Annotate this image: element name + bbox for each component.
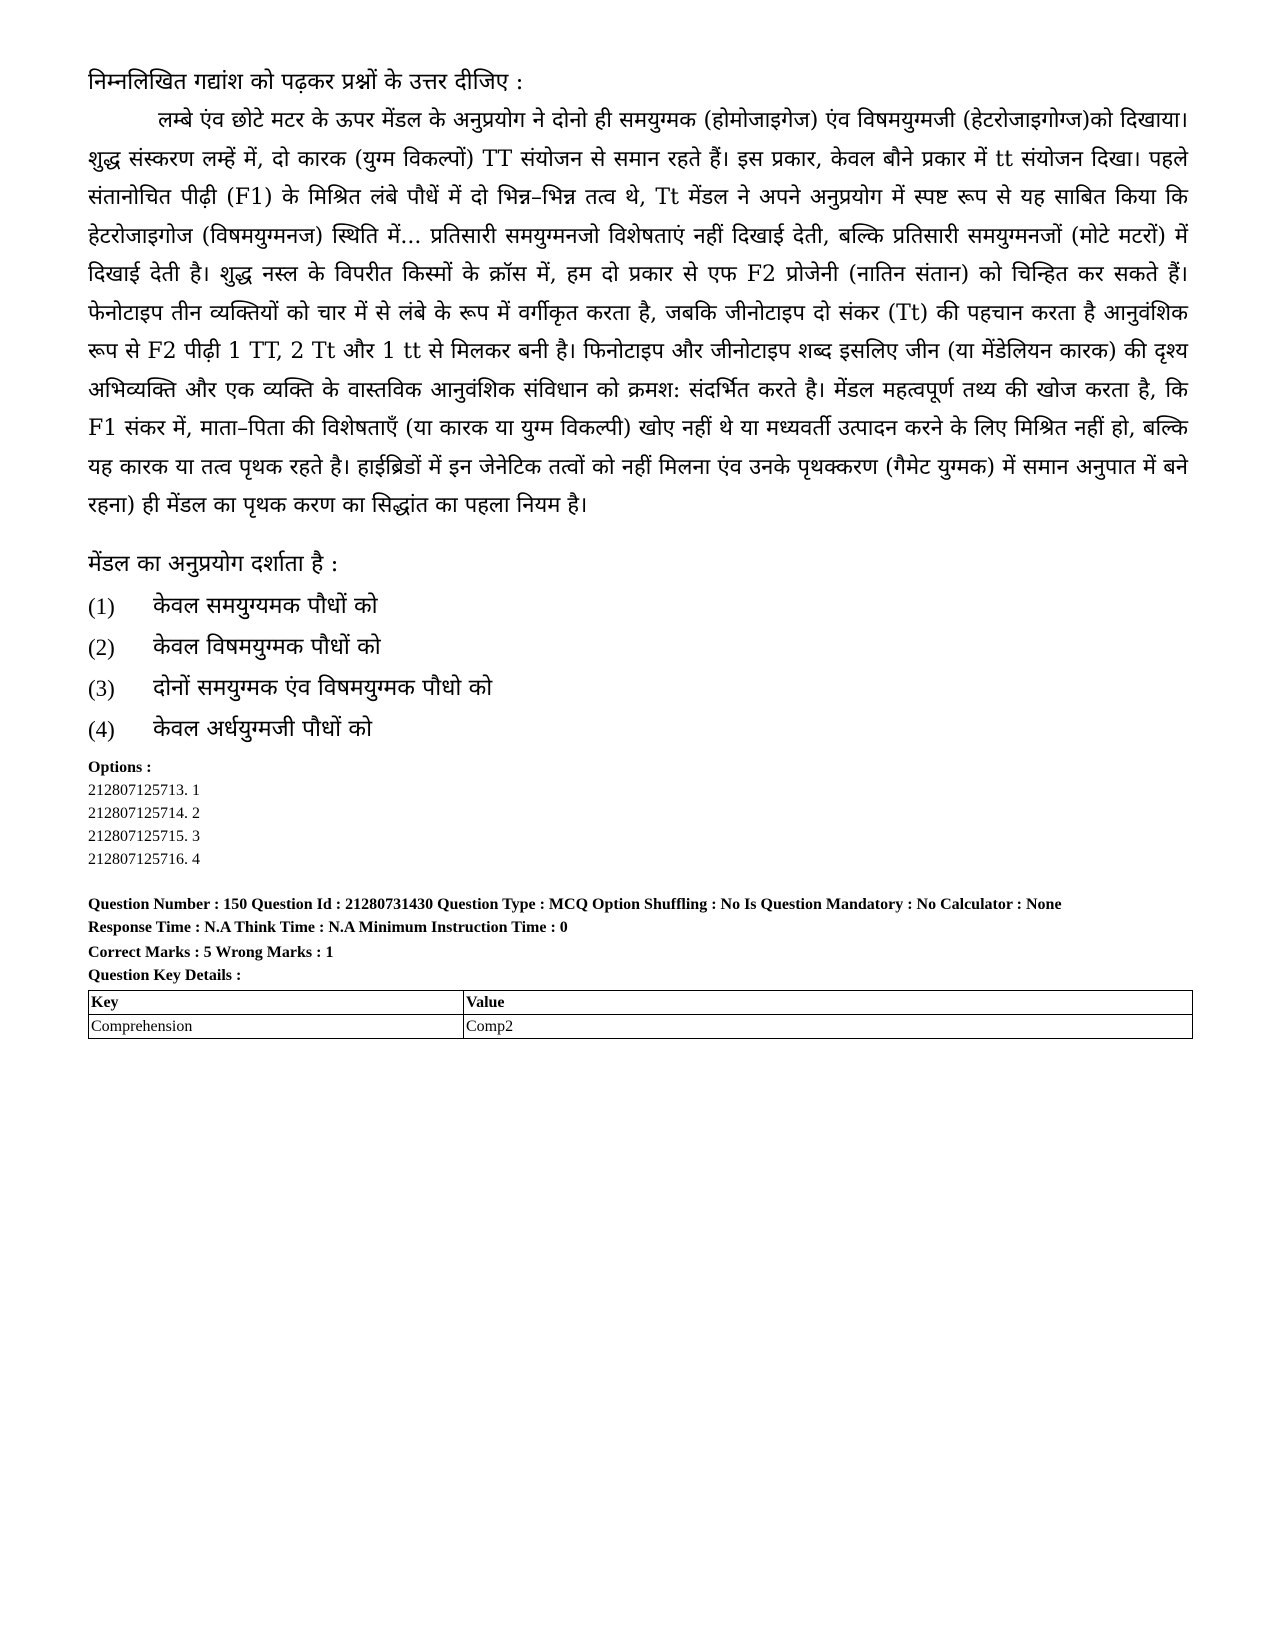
answer-choices xyxy=(88,586,1188,750)
comprehension-passage: लम्बे एंव छोटे मटर के ऊपर मेंडल के अनुप्रयोग ने दोनो ही समयुग्मक (होमोजाइगेज) एंव विषमयुग्मजी (हेटरोजाइगोग्ज)को दिखाया। शुद्ध संस्करण लम्हें में, दो कारक (युग्म विकल्पों) TT संयोजन से समान रहते हैं। इस प्रकार, केवल बौने प्रकार में tt संयोजन दिखा। पहले संतानोचित पीढ़ी (F1) के मिश्रित लंबे पौधें में दो भिन्न–भिन्न तत्व थे, Tt मेंडल ने अपने अनुप्रयोग में स्पष्ट रूप से यह साबित किया कि हेटरोजाइगोज (विषमयुग्मनज) स्थिति में... प्रतिसारी समयुग्मनजो विशेषताएं नहीं दिखाई देती, बल्कि प्रतिसारी समयुग्मनजों (मोटे मटरों) में दिखाई देती है। शुद्ध नस्ल के विपरीत किस्मों के क्रॉस में, हम दो प्रकार से एफ F2 प्रोजेनी (नातिन संतान) को चिन्हित कर सकते हैं। फेनोटाइप तीन व्यक्तियों को चार में से लंबे के रूप में वर्गीकृत करता है, जबकि जीनोटाइप दो संकर (Tt) की पहचान करता है आनुवंशिक रूप से F2 पीढ़ी 1 TT, 2 Tt और 1 tt से मिलकर बनी है। फिनोटाइप और जीनोटाइप शब्द इसलिए जीन (या मेंडेलियन कारक) की दृश्य अभिव्यक्ति और एक व्यक्ति के वास्तविक आनुवंशिक संविधान को क्रमश: संदर्भित करते है। मेंडल महत्वपूर्ण तथ्य की खोज करता है, कि F1 संकर में, माता–पिता की विशेषताएँ (या कारक या युग्म विकल्पी) खोए नहीं थे या मध्यवर्ती उत्पादन करने के लिए मिश्रित नहीं हो, बल्कि यह कारक या तत्व पृथक रहते है। हाईब्रिडों में इन जेनेटिक तत्वों को नहीं मिलना एंव उनके पृथक्करण (गैमेट युग्मक) में समान अनुपात में बने रहना) ही मेंडल का पृथक करण का सिद्धांत का पहला नियम है। xyxy=(88,108,1188,518)
table-header-key: Key xyxy=(89,990,464,1014)
option-id-4: 212807125716. 4 xyxy=(88,850,200,868)
table-header-value: Value xyxy=(464,990,1193,1014)
key-details-table xyxy=(88,990,1193,1039)
choice-item xyxy=(88,627,1188,668)
choice-text: केवल विषमयुग्मक पौधों को xyxy=(153,633,381,660)
choice-item xyxy=(88,586,1188,627)
question-page xyxy=(88,62,1188,1039)
choice-text: दोनों समयुग्मक एंव विषमयुग्मक पौधो को xyxy=(153,674,493,701)
choice-item xyxy=(88,709,1188,750)
table-row xyxy=(89,1014,1193,1038)
choice-number: (3) xyxy=(88,675,115,701)
table-cell-value: Comp2 xyxy=(464,1014,1193,1038)
choice-number: (1) xyxy=(88,593,115,619)
marks-line: Correct Marks : 5 Wrong Marks : 1 xyxy=(88,943,334,961)
options-label: Options : xyxy=(88,758,152,776)
option-id-2: 212807125714. 2 xyxy=(88,804,200,822)
table-header-row xyxy=(89,990,1193,1014)
key-details-label: Question Key Details : xyxy=(88,966,242,984)
instruction-text: निम्नलिखित गद्यांश को पढ़कर प्रश्नों के उत्तर दीजिए : xyxy=(88,69,524,95)
choice-text: केवल समयुग्यमक पौधों को xyxy=(153,592,378,619)
table-cell-key: Comprehension xyxy=(89,1014,464,1038)
choice-number: (4) xyxy=(88,716,115,742)
question-stem: मेंडल का अनुप्रयोग दर्शाता है : xyxy=(88,550,339,577)
option-id-1: 212807125713. 1 xyxy=(88,781,200,799)
choice-item xyxy=(88,668,1188,709)
choice-number: (2) xyxy=(88,634,115,660)
choice-text: केवल अर्धयुग्मजी पौधों को xyxy=(153,715,373,742)
option-id-3: 212807125715. 3 xyxy=(88,827,200,845)
question-meta-line-2: Response Time : N.A Think Time : N.A Minimum Instruction Time : 0 xyxy=(88,918,568,936)
question-meta-line-1: Question Number : 150 Question Id : 21280731430 Question Type : MCQ Option Shuffling : No Is Question Mandatory : No Calculator : None xyxy=(88,895,1062,913)
options-block xyxy=(88,756,1188,871)
question-details xyxy=(88,893,1188,1039)
